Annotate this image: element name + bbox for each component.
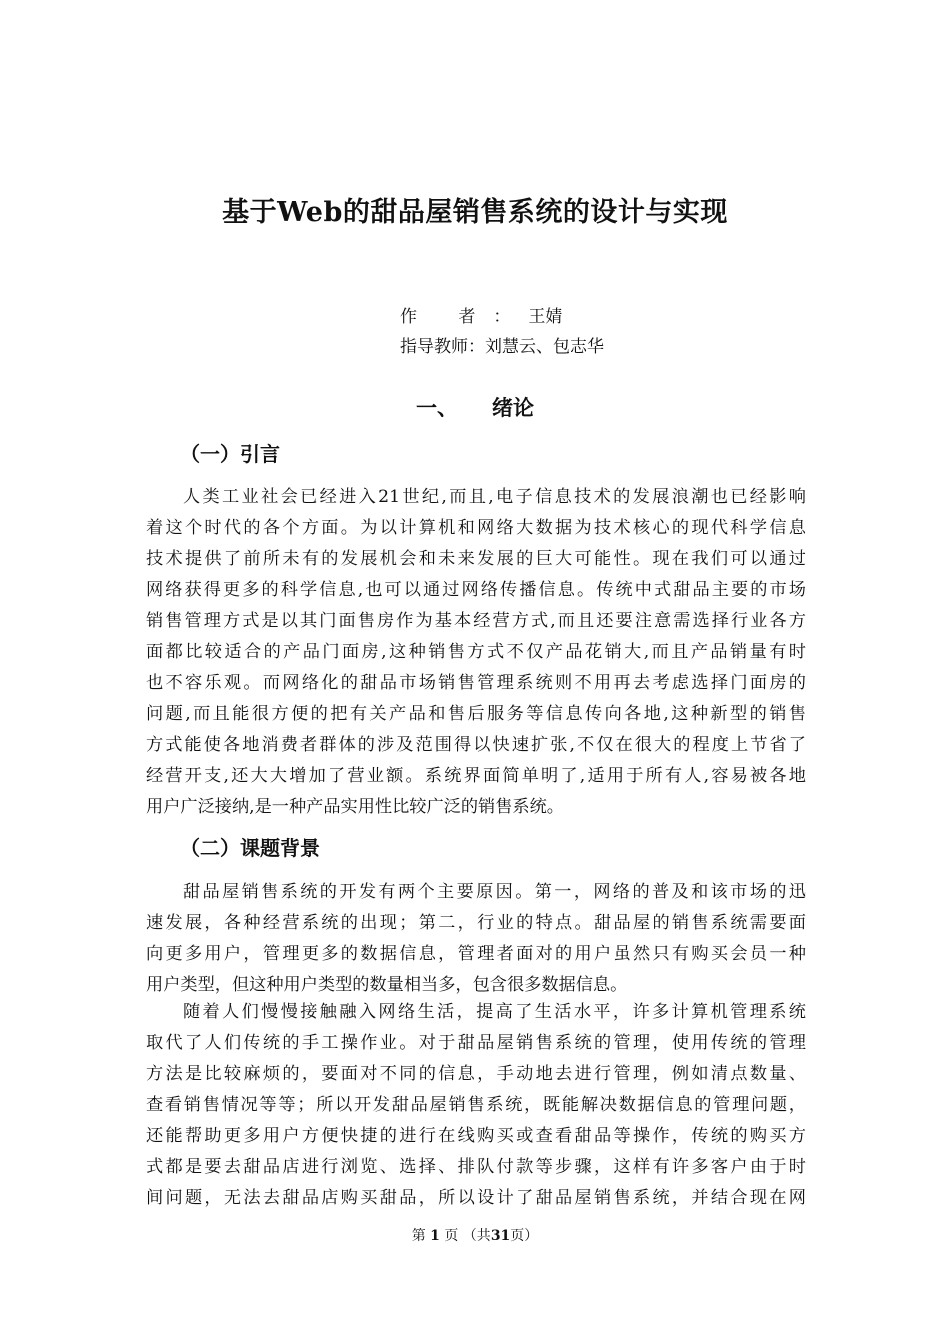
- author-row: [400, 302, 604, 332]
- author-block: [400, 302, 604, 362]
- paragraph-line: 速发展，各种经营系统的出现；第二，行业的特点。甜品屋的销售系统需要面: [146, 913, 806, 933]
- paragraph-line: 销售管理方式是以其门面售房作为基本经营方式,而且还要注意需选择行业各方: [146, 611, 806, 631]
- paragraph-line: 着这个时代的各个方面。为以计算机和网络大数据为技术核心的现代科学信息: [146, 518, 806, 538]
- paragraph-line: 查看销售情况等等；所以开发甜品屋销售系统，既能解决数据信息的管理问题，: [146, 1095, 806, 1115]
- paragraph-line: 方式能使各地消费者群体的涉及范围得以快速扩张,不仅在很大的程度上节省了: [146, 735, 806, 755]
- paragraph-line: 人类工业社会已经进入21世纪,而且,电子信息技术的发展浪潮也已经影响: [183, 487, 806, 507]
- chapter-number: 一、: [416, 395, 458, 420]
- section-heading-introduction: （一）引言: [180, 442, 280, 466]
- paragraph-line: 面都比较适合的产品门面房,这种销售方式不仅产品花销大,而且产品销量有时: [146, 642, 806, 662]
- paragraph-line: 随着人们慢慢接触融入网络生活，提高了生活水平，许多计算机管理系统: [183, 1002, 806, 1022]
- footer-middle: 页 （共: [444, 1228, 491, 1244]
- section-heading-background: （二）课题背景: [180, 836, 320, 860]
- paragraph-line: 用户广泛接纳,是一种产品实用性比较广泛的销售系统。: [146, 797, 564, 817]
- paragraph-background-2: [146, 997, 806, 1214]
- footer-page-number: 1: [430, 1228, 440, 1244]
- advisor-label: 指导教师：: [400, 337, 485, 357]
- paragraph-line: 经营开支,还大大增加了营业额。系统界面简单明了,适用于所有人,容易被各地: [146, 766, 806, 786]
- footer-total-pages: 31: [490, 1228, 511, 1244]
- footer-suffix: 页）: [510, 1228, 539, 1244]
- footer-prefix: 第: [411, 1228, 426, 1244]
- paragraph-background-1: [146, 877, 806, 1001]
- paragraph-line: 取代了人们传统的手工操作业。对于甜品屋销售系统的管理，使用传统的管理: [146, 1033, 806, 1053]
- page-footer: [0, 1225, 950, 1245]
- paragraph-line: 技术提供了前所未有的发展机会和未来发展的巨大可能性。现在我们可以通过: [146, 549, 806, 569]
- author-label: 作 者：: [400, 307, 529, 327]
- document-title: 基于Web的甜品屋销售系统的设计与实现: [222, 197, 728, 228]
- paragraph-line: 甜品屋销售系统的开发有两个主要原因。第一，网络的普及和该市场的迅: [183, 882, 806, 902]
- chapter-title: 绪论: [492, 395, 534, 420]
- paragraph-line: 还能帮助更多用户方便快捷的进行在线购买或查看甜品等操作，传统的购买方: [146, 1126, 806, 1146]
- advisor-names: 刘慧云、包志华: [485, 337, 604, 357]
- paragraph-line: 用户类型，但这种用户类型的数量相当多，包含很多数据信息。: [146, 975, 628, 995]
- paragraph-line: 向更多用户，管理更多的数据信息，管理者面对的用户虽然只有购买会员一种: [146, 944, 806, 964]
- paragraph-line: 式都是要去甜品店进行浏览、选择、排队付款等步骤，这样有许多客户由于时: [146, 1157, 806, 1177]
- advisor-row: [400, 332, 604, 362]
- author-name: 王婧: [528, 307, 563, 327]
- paragraph-line: 也不容乐观。而网络化的甜品市场销售管理系统则不用再去考虑选择门面房的: [146, 673, 806, 693]
- chapter-heading: [0, 392, 950, 422]
- paragraph-line: 方法是比较麻烦的，要面对不同的信息，手动地去进行管理，例如清点数量、: [146, 1064, 806, 1084]
- paragraph-introduction: [146, 482, 806, 823]
- paragraph-line: 网络获得更多的科学信息,也可以通过网络传播信息。传统中式甜品主要的市场: [146, 580, 806, 600]
- paragraph-line: 问题,而且能很方便的把有关产品和售后服务等信息传向各地,这种新型的销售: [146, 704, 806, 724]
- paragraph-line: 间问题，无法去甜品店购买甜品，所以设计了甜品屋销售系统，并结合现在网: [146, 1188, 806, 1208]
